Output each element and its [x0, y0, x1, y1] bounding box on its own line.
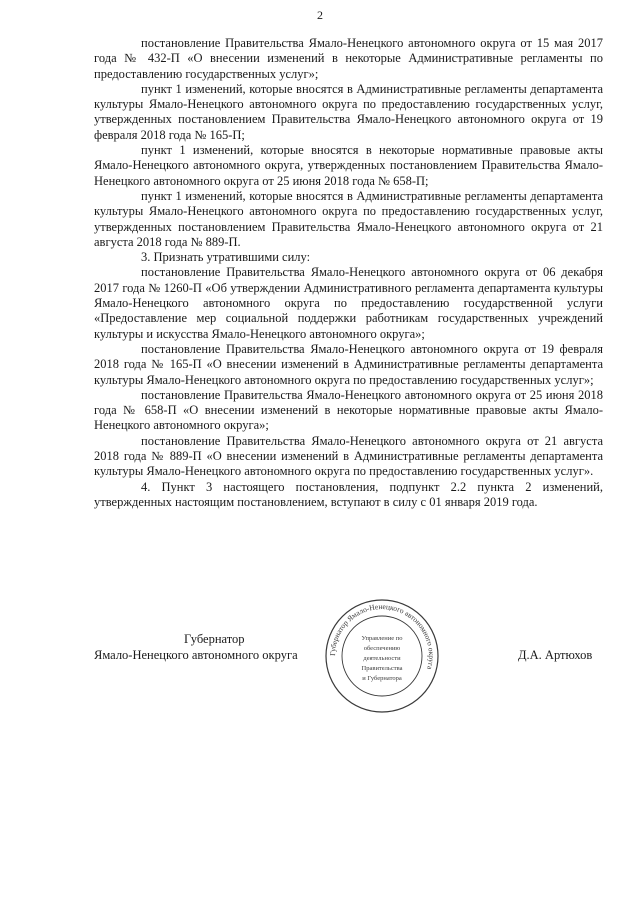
- stamp-line-4: Правительства: [361, 665, 403, 672]
- signatory-region: Ямало-Ненецкого автономного округа: [94, 648, 298, 662]
- official-seal-stamp: [322, 596, 442, 716]
- paragraph-repeal-658p: постановление Правительства Ямало-Ненецкого автономного округа от 25 июня 2018 года № 658-П «О внесении изменений в некоторые нормативные правовые акты Ямало-Ненецкого автономного округа»;: [94, 387, 603, 433]
- stamp-ring-text: Губернатор Ямало-Ненецкого автономного округа: [327, 601, 437, 671]
- signature-block: [0, 630, 640, 720]
- paragraph-item-1-165p: пункт 1 изменений, которые вносятся в Административные регламенты департамента культуры Ямало-Ненецкого автономного округа по предоставлению государственных услуг, утвержденных постановлением Правительства Ямало-Ненецкого автономного округа от 19 февраля 2018 года № 165-П;: [94, 81, 603, 142]
- paragraph-repeal-1260p: постановление Правительства Ямало-Ненецкого автономного округа от 06 декабря 2017 года № 1260-П «Об утверждении Административного регламента департамента культуры Ямало-Ненецкого автономного округа по предоставлению государственной услуги «Предоставление мер социальной поддержки работникам государственных учреждений культуры и искусства Ямало-Ненецкого автономного округа»;: [94, 265, 603, 341]
- stamp-line-3: деятельности: [363, 655, 401, 662]
- paragraph-section-4: 4. Пункт 3 настоящего постановления, подпункт 2.2 пункта 2 изменений, утвержденных настоящим постановлением, вступают в силу с 01 января 2019 года.: [94, 479, 603, 509]
- stamp-line-1: Управление по: [361, 635, 403, 642]
- paragraph-repeal-889p: постановление Правительства Ямало-Ненецкого автономного округа от 21 августа 2018 года № 889-П «О внесении изменений в Административные регламенты департамента культуры Ямало-Ненецкого автономного округа по предоставлению государственных услуг».: [94, 433, 603, 479]
- stamp-line-5: и Губернатора: [362, 675, 402, 682]
- page-number: 2: [317, 8, 323, 22]
- paragraph-item-1-889p: пункт 1 изменений, которые вносятся в Административные регламенты департамента культуры Ямало-Ненецкого автономного округа по предоставлению государственных услуг, утвержденных постановлением Правительства Ямало-Ненецкого автономного округа от 21 августа 2018 года № 889-П.: [94, 188, 603, 249]
- stamp-line-2: обеспечению: [363, 645, 401, 652]
- signatory-title: Губернатор: [184, 632, 245, 646]
- paragraph-repeal-165p: постановление Правительства Ямало-Ненецкого автономного округа от 19 февраля 2018 года № 165-П «О внесении изменений в Административные регламенты департамента культуры Ямало-Ненецкого автономного округа по предоставлению государственных услуг»;: [94, 341, 603, 387]
- document-body: [94, 36, 603, 510]
- signatory-name: Д.А. Артюхов: [518, 648, 593, 662]
- paragraph-item-1-658p: пункт 1 изменений, которые вносятся в некоторые нормативные правовые акты Ямало-Ненецкого автономного округа, утвержденных постановлением Правительства Ямало-Ненецкого автономного округа от 25 июня 2018 года № 658-П;: [94, 143, 603, 188]
- paragraph-amendment-432p: постановление Правительства Ямало-Ненецкого автономного округа от 15 мая 2017 года № 432-П «О внесении изменений в некоторые Административные регламенты по предоставлению государственных услуг»;: [94, 36, 603, 81]
- paragraph-section-3-heading: 3. Признать утратившими силу:: [141, 250, 311, 265]
